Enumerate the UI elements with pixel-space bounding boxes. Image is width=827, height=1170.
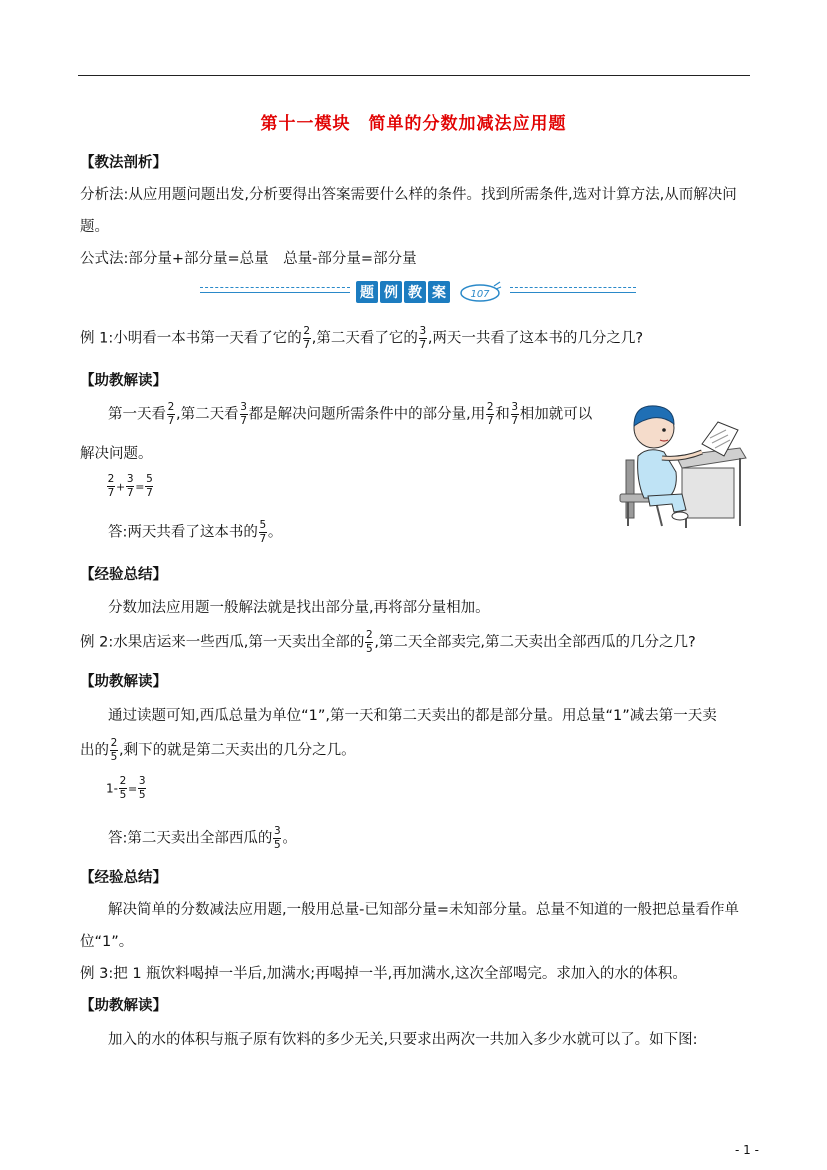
analysis-method-text: 分析法:从应用题问题出发,分析要得出答案需要什么样的条件。找到所需条件,选对计算方法,从而解决问 bbox=[80, 187, 737, 203]
ex2-explanation-cont: 出的 $\frac{2}{5}$ ,剩下的就是第二天卖出的几分之几。 bbox=[80, 737, 356, 763]
page-title: 第十一模块 简单的分数加减法应用题 bbox=[260, 114, 567, 134]
example-banner bbox=[200, 281, 636, 307]
section-header-experience-2: 【经验总结】 bbox=[80, 870, 167, 886]
fraction: $\frac{2}{5}$ bbox=[110, 737, 118, 763]
ex1-question-part: 例 1:小明看一本书第一天看了它的 bbox=[80, 330, 302, 347]
ex1-experience-text: 分数加法应用题一般解法就是找出部分量,再将部分量相加。 bbox=[108, 600, 490, 616]
section-header-help-1: 【助教解读】 bbox=[80, 373, 167, 389]
banner-char: 教 bbox=[404, 281, 426, 303]
fraction: $\frac{2}{7}$ bbox=[486, 401, 494, 427]
fraction: $\frac{2}{7}$ bbox=[167, 401, 175, 427]
fraction: $\frac{2}{5}$ bbox=[365, 629, 373, 655]
banner-badge-icon bbox=[458, 281, 502, 305]
fraction: $\frac{3}{7}$ bbox=[240, 401, 247, 427]
fraction: $\frac{3}{7}$ bbox=[511, 401, 519, 427]
ex2-experience-text: 解决简单的分数减法应用题,一般用总量-已知部分量=未知部分量。总量不知道的一般把总量看作单 bbox=[108, 902, 739, 918]
section-header-teaching: 【教法剖析】 bbox=[80, 155, 167, 171]
ex1-question-part: ,两天一共看了这本书的几分之几? bbox=[427, 330, 644, 347]
ex3-explanation: 加入的水的体积与瓶子原有饮料的多少无关,只要求出两次一共加入多少水就可以了。如下图: bbox=[108, 1032, 698, 1048]
section-header-experience-1: 【经验总结】 bbox=[80, 567, 167, 583]
banner-char: 例 bbox=[380, 281, 402, 303]
fraction: $\frac{2}{7}$ bbox=[107, 473, 115, 499]
ex2-calculation: 1- $\frac{2}{5}$ = $\frac{3}{5}$ bbox=[106, 775, 146, 801]
fraction: $\frac{2}{7}$ bbox=[303, 325, 311, 351]
ex2-explanation: 通过读题可知,西瓜总量为单位“1”,第一天和第二天卖出的都是部分量。用总量“1”减去第一天卖 bbox=[108, 708, 717, 724]
ex2-experience-text-cont: 位“1”。 bbox=[80, 934, 134, 950]
fraction: $\frac{3}{7}$ bbox=[126, 473, 134, 499]
ex2-answer: 答:第二天卖出全部西瓜的 $\frac{3}{5}$ 。 bbox=[108, 825, 297, 851]
page-number: - 1 - bbox=[735, 1143, 759, 1157]
banner-line-left bbox=[200, 287, 350, 293]
formula-method-text: 公式法:部分量+部分量=总量 总量-部分量=部分量 bbox=[80, 251, 417, 267]
ex1-question-part: ,第二天看了它的 bbox=[311, 330, 418, 347]
banner-line-right bbox=[510, 287, 636, 293]
banner-char: 案 bbox=[428, 281, 450, 303]
example-1-question bbox=[80, 326, 643, 351]
banner-badge-text: 107 bbox=[470, 289, 490, 300]
section-header-help-3: 【助教解读】 bbox=[80, 998, 167, 1014]
header-rule bbox=[78, 75, 750, 76]
section-header-help-2: 【助教解读】 bbox=[80, 674, 167, 690]
example-2-question: 例 2:水果店运来一些西瓜,第一天卖出全部的 $\frac{2}{5}$ ,第二天全部卖完,第二天卖出全部西瓜的几分之几? bbox=[80, 629, 696, 655]
fraction: $\frac{5}{7}$ bbox=[259, 519, 267, 545]
ex1-calculation: $\frac{2}{7}$ + $\frac{3}{7}$ = $\frac{5}{7}$ bbox=[107, 473, 153, 499]
fraction: $\frac{5}{7}$ bbox=[146, 473, 153, 499]
boy-reading-illustration bbox=[598, 398, 750, 530]
fraction: $\frac{3}{5}$ bbox=[274, 825, 281, 851]
fraction: $\frac{3}{7}$ bbox=[419, 325, 427, 351]
analysis-method-text-cont: 题。 bbox=[80, 219, 109, 235]
fraction: $\frac{2}{5}$ bbox=[119, 775, 127, 801]
example-3-question: 例 3:把 1 瓶饮料喝掉一半后,加满水;再喝掉一半,再加满水,这次全部喝完。求加入的水的体积。 bbox=[80, 966, 687, 982]
banner-title bbox=[356, 281, 450, 303]
fraction: $\frac{3}{5}$ bbox=[138, 775, 146, 801]
banner-char: 题 bbox=[356, 281, 378, 303]
ex1-explanation: 第一天看 $\frac{2}{7}$ ,第二天看 $\frac{3}{7}$ 都是解决问题所需条件中的部分量,用 $\frac{2}{7}$ 和 $\frac{3}{7}$ 相加就可以 bbox=[108, 401, 593, 427]
ex1-answer: 答:两天共看了这本书的 $\frac{5}{7}$ 。 bbox=[108, 519, 283, 545]
ex1-explanation-cont: 解决问题。 bbox=[80, 446, 153, 462]
